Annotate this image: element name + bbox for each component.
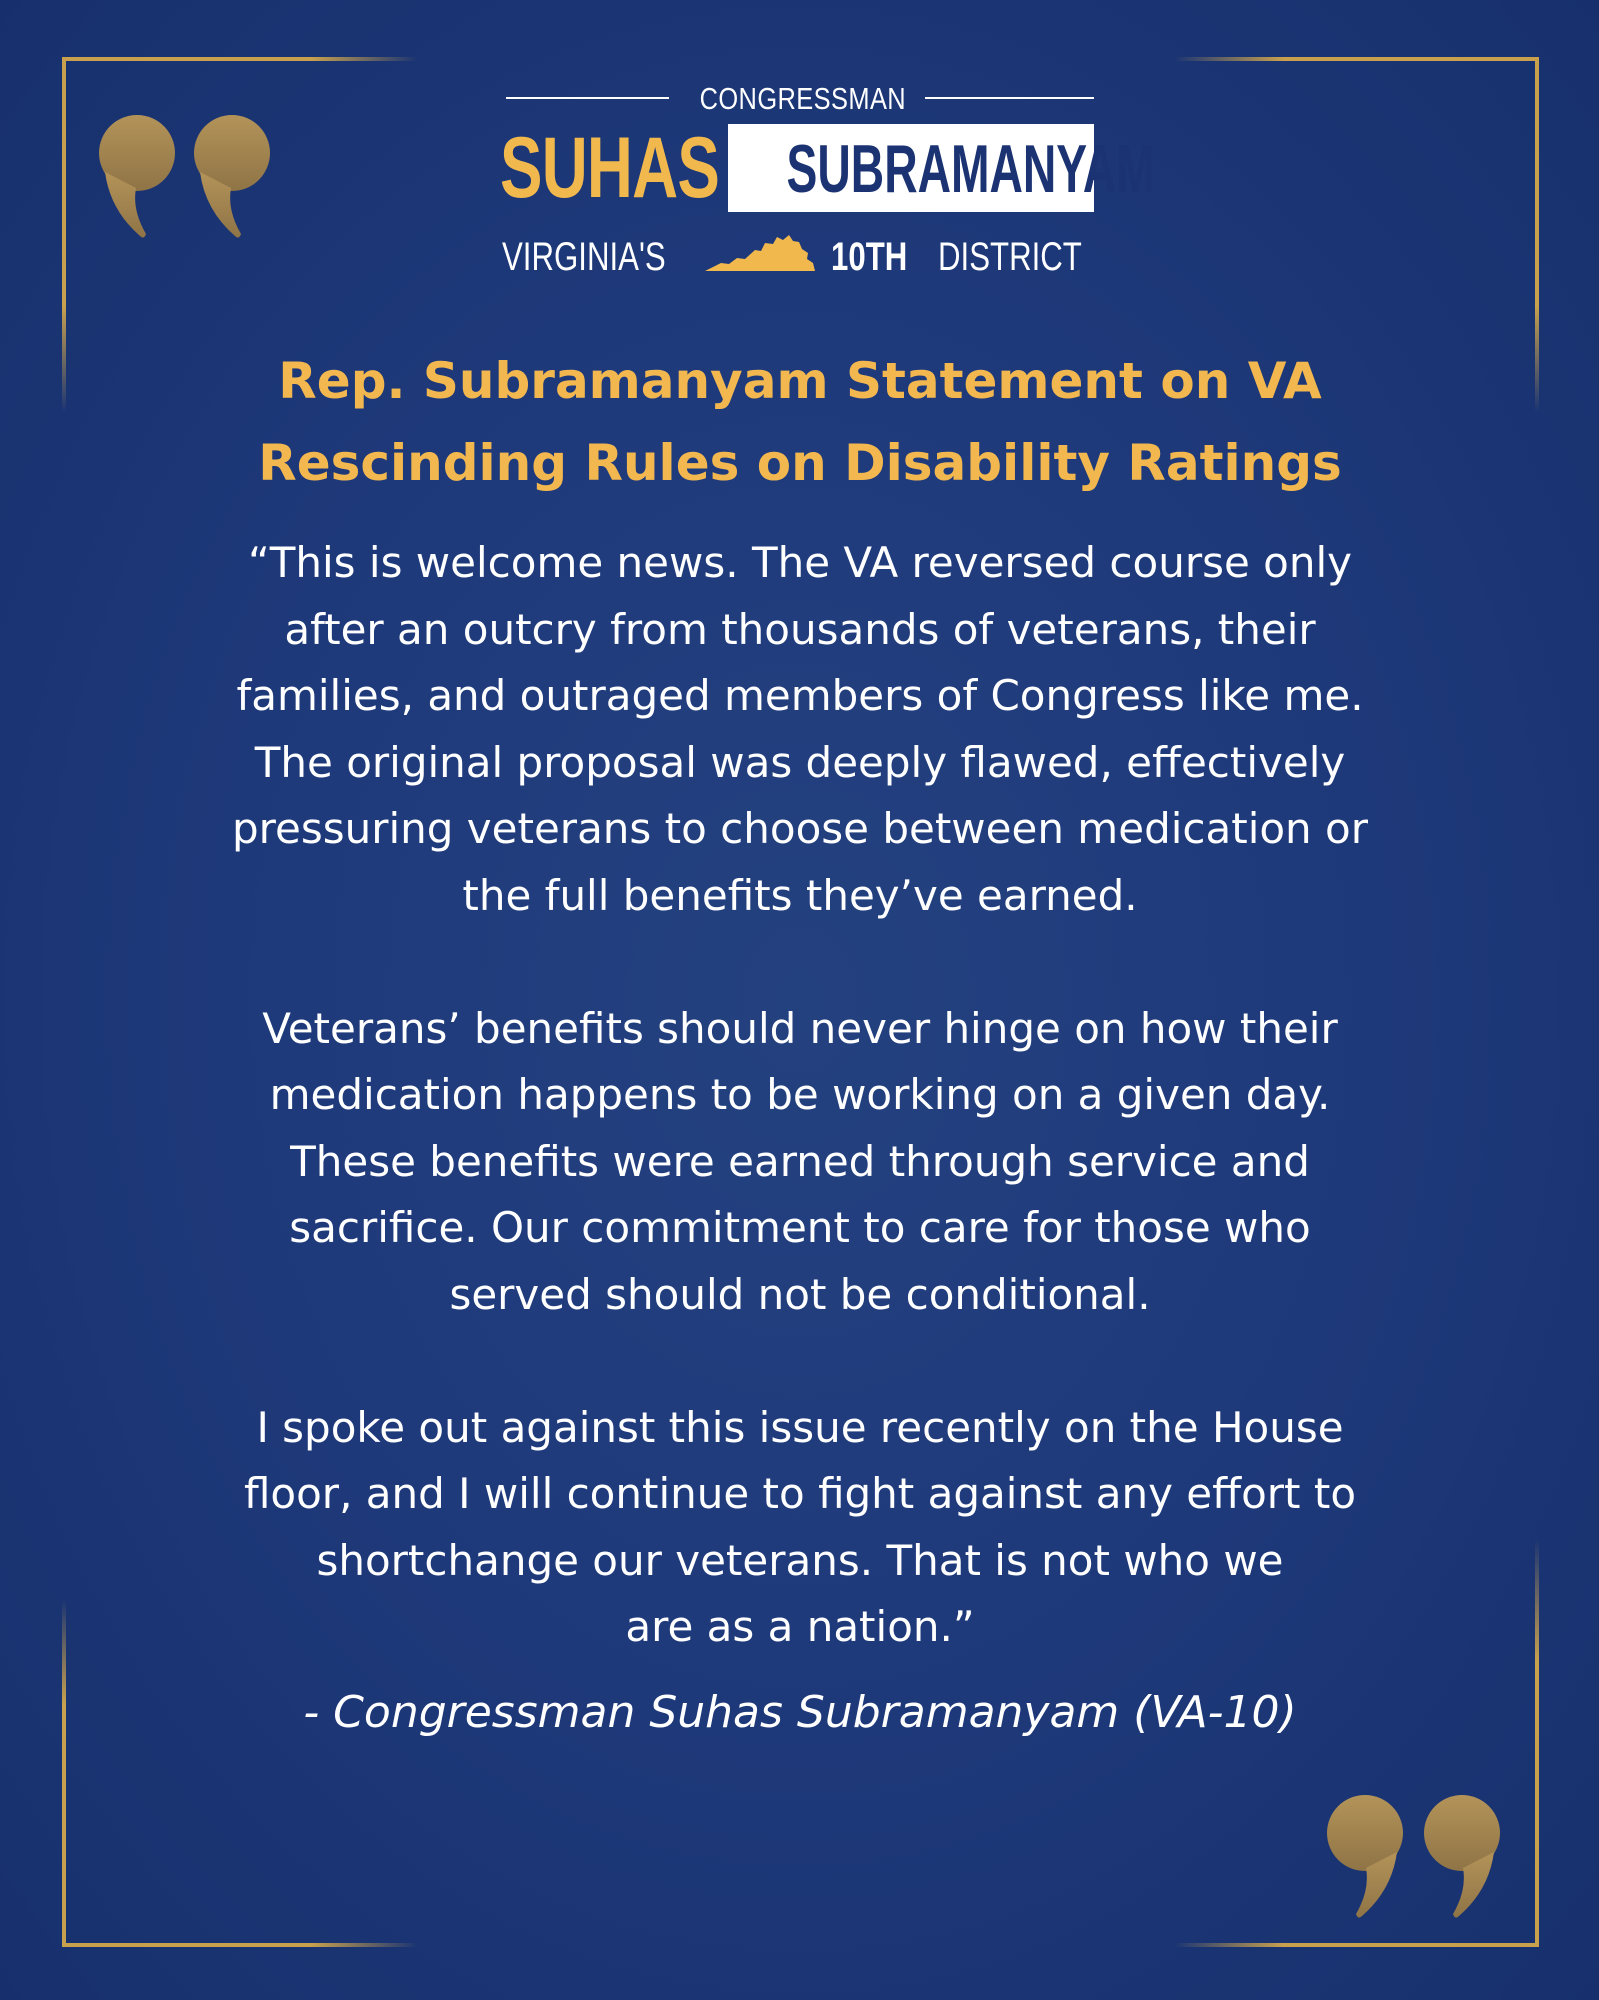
statement-line: shortchange our veterans. That is not who we bbox=[316, 1535, 1284, 1585]
frame-right-upper-line bbox=[1535, 57, 1539, 412]
logo-district-number: 10TH bbox=[831, 235, 908, 279]
statement-paragraph-1 bbox=[110, 530, 1490, 929]
frame-left-lower-line bbox=[62, 1600, 66, 1947]
statement-line: after an outcry from thousands of veterans, their bbox=[284, 604, 1316, 654]
open-quote-icon bbox=[92, 110, 292, 240]
close-quote-icon bbox=[1310, 1788, 1510, 1918]
logo-title-prefix: CONGRESSMAN bbox=[699, 81, 907, 116]
frame-left-upper-line bbox=[62, 57, 66, 412]
statement-line: “This is welcome news. The VA reversed course only bbox=[247, 538, 1353, 587]
statement-line: floor, and I will continue to fight against any effort to bbox=[243, 1469, 1357, 1518]
logo-title-row bbox=[500, 78, 1100, 118]
frame-top-left-line bbox=[62, 57, 417, 61]
frame-right-lower-line bbox=[1535, 1540, 1539, 1947]
logo-last-name-box bbox=[728, 124, 1155, 212]
statement-attribution: - Congressman Suhas Subramanyam (VA-10) bbox=[303, 1687, 1297, 1738]
headline-line: Rep. Subramanyam Statement on VA bbox=[278, 352, 1322, 410]
statement-line: are as a nation.” bbox=[625, 1602, 975, 1651]
statement-paragraph-2 bbox=[110, 996, 1490, 1329]
statement-line: Veterans’ benefits should never hinge on how their bbox=[262, 1003, 1338, 1053]
statement-line: sacrifice. Our commitment to care for those who bbox=[289, 1203, 1311, 1252]
logo-district-word: DISTRICT bbox=[938, 235, 1082, 279]
logo-rule-left bbox=[506, 97, 669, 99]
frame-top-right-line bbox=[1175, 57, 1539, 61]
statement-line: served should not be conditional. bbox=[449, 1269, 1151, 1319]
statement-line: These benefits were earned through service and bbox=[290, 1136, 1310, 1186]
frame-bottom-right-line bbox=[1175, 1943, 1539, 1947]
statement-body bbox=[110, 530, 1490, 1661]
statement-line: medication happens to be working on a given day. bbox=[269, 1070, 1331, 1119]
frame-bottom-left-line bbox=[62, 1943, 417, 1947]
statement-line: I spoke out against this issue recently on the House bbox=[256, 1402, 1344, 1452]
congressman-logo bbox=[500, 78, 1155, 288]
statement-line: the full benefits they’ve earned. bbox=[462, 870, 1138, 920]
statement-line: The original proposal was deeply flawed, effectively bbox=[254, 737, 1346, 787]
logo-state-label: VIRGINIA'S bbox=[502, 235, 666, 279]
logo-last-name: SUBRAMANYAM bbox=[786, 131, 1155, 207]
statement-headline bbox=[120, 340, 1480, 504]
headline-line: Rescinding Rules on Disability Ratings bbox=[258, 434, 1342, 492]
logo-rule-right bbox=[925, 97, 1094, 99]
virginia-state-icon bbox=[703, 233, 817, 273]
logo-first-name: SUHAS bbox=[500, 120, 720, 216]
statement-paragraph-3 bbox=[110, 1395, 1490, 1661]
statement-line: pressuring veterans to choose between medication or bbox=[232, 804, 1368, 853]
logo-district-row bbox=[500, 233, 1100, 283]
statement-line: families, and outraged members of Congress like me. bbox=[236, 671, 1364, 720]
